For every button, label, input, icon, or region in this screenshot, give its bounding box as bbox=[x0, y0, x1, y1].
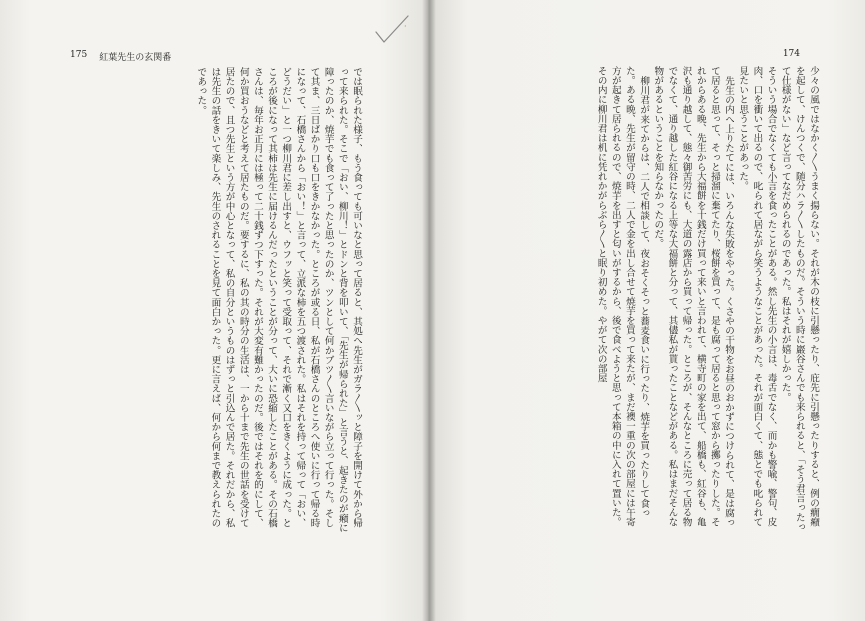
left-page bbox=[0, 0, 428, 621]
page-number-left: 175 bbox=[70, 50, 88, 60]
running-header bbox=[70, 50, 171, 63]
page-number-right: 174 bbox=[782, 49, 800, 59]
paragraph: 少々の風ではなかく〳〵うまく揚らない。それが木の枝に引懸ったり、庇先に引懸ったりすると、例の癇癪を起して、けんつくで、随分ハラ〳〵したものだ。そういう時に巖谷さんでも来られると、「そう君言ったって仕様がない」など言ってなだめられるのであった。私はそれが嬉しかった。 bbox=[779, 66, 819, 532]
paragraph: 先生の内へ上りたてには、いろんな失敗をやった。くさやの干物をお昼のおかずにつけられて、是は腐って居ると思って、そっと掃溜に棄てたり、桜餅を買って、是も腐って居ると思って窓から擲ったりした。それからある晩、先生から大福餅を十銭だけ買って来いと言われて、横寺町の家を出て、船橋も、紅谷も、亀沢も通り越して、態々御苦労にも、大道の露店から買って帰った。ところが、そんなところに売って居る物でなくて、通り越した紅谷になる上等な大福餅と分って、其儘私が貰ったことなどがある。私はまだそんな物があるということを知らなかったのだ。 bbox=[652, 66, 735, 527]
book-gutter bbox=[422, 0, 436, 621]
pencil-checkmark-icon bbox=[372, 12, 412, 48]
stray-mark: · bbox=[404, 22, 407, 31]
running-title: 紅葉先生の玄関番 bbox=[99, 53, 172, 63]
right-page bbox=[428, 0, 865, 621]
paragraph: そういう場合でなくても小言を食ったことがある。然し先生の小言は、毒舌でなく、而かも警喩、警句、皮肉、口を衝いて出るので、叱られて居ながら笑うようなことがあった。それが面白くて、態とでも叱られて見たいと思うことがあった。 bbox=[737, 66, 777, 527]
right-page-text bbox=[548, 66, 820, 536]
paragraph: 柳川君が来てからは、二人で相談して、夜おそくそっと蕎麦食いに行ったり、焼芋を買ったりして食った。ある晩、先生が留守の時、二人で金を出し合せて焼芋を買って来たが、まだ襖一重の次の部屋には午寄方が起きて居られるので、焼芋を出すと匂いがするから、後で食べようと思って本箱の中に入れて置いた。その内に柳川君は机に凭れかがらぶら〳〵と眠り初めた。やがて次の部屋 bbox=[595, 66, 650, 527]
paragraph: では眠られた様子、もう食っても可いなと思って居ると、其処へ先生がガラ〳〵ッと障子を開けて外から帰って来られた。そこで「おい、柳川！」とドンと背を叩いて、「先生が帰られた」と言うと、起きたのが癪に障ったのか、焼芋でも食って了ったと思ったのか、ツンとして何かブツ〳〵言いながら立って行った。そして其ま、三日ばかり口も口をきかなかった。ところが或る日、私が石橋さんのところへ使いに行って帰る時になって、石橋さんから「おい！」と言って、立派な柿を五つ渡された。私はそれを持って帰って「おい、どうだい」と一つ柳川君に差し出すと、ウフッと笑って受取って、それで漸く又口をきくように成った。ところが後になって其柿は先生に届けるんだったということが分って、大いに恐縮したことがある。その石橋さんは、毎年お正月には極って二十銭ずつ下すった。それが大変有難かったのだ。後ではそれを的にして、何か買おうなどと考えて居たものだ。要するに、私の其の時分の生活は、一から十まで先生の世話を受けて居たので、且つ先生という方が中心となって、私の自分というものはずっと引込んで居た。それだから、私は先生の話をきいて楽しみ、先生のされることを見て面白かった。更に言えば、何から何まで教えられたのであった。 bbox=[195, 67, 362, 533]
left-page-text bbox=[123, 67, 363, 535]
